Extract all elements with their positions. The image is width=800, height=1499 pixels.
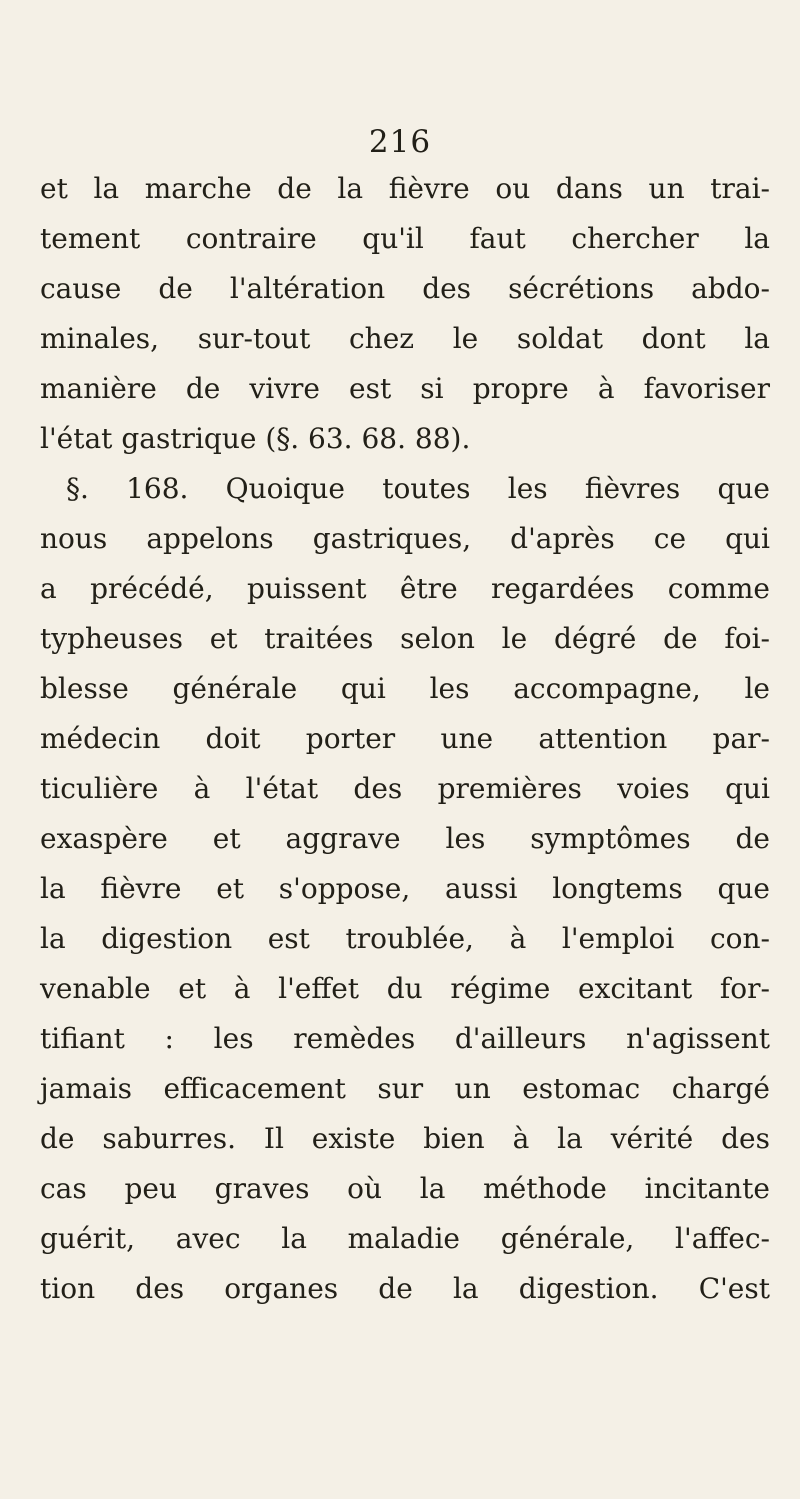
paragraph-start-line: §. 168. Quoique toutes les fièvres que (66, 472, 770, 505)
text-line: venable et à l'effet du régime excitant for- (40, 972, 770, 1005)
text-line: cause de l'altération des sécrétions abdo- (40, 272, 770, 305)
body-text (40, 164, 770, 1314)
text-line: la digestion est troublée, à l'emploi con- (40, 922, 770, 955)
text-line: médecin doit porter une attention par- (40, 722, 770, 755)
text-line: a précédé, puissent être regardées comme (40, 572, 770, 605)
text-line: et la marche de la fièvre ou dans un trai- (40, 172, 770, 205)
text-line: manière de vivre est si propre à favoriser (40, 372, 770, 405)
text-line: ticulière à l'état des premières voies qui (40, 772, 770, 805)
text-line: tifiant : les remèdes d'ailleurs n'agissent (40, 1022, 770, 1055)
text-line: jamais efficacement sur un estomac chargé (40, 1072, 770, 1105)
text-line: typheuses et traitées selon le dégré de foi- (40, 622, 770, 655)
text-line: tement contraire qu'il faut chercher la (40, 222, 770, 255)
text-line: l'état gastrique (§. 63. 68. 88). (40, 422, 471, 455)
text-line: nous appelons gastriques, d'après ce qui (40, 522, 770, 555)
page-number: 216 (368, 124, 432, 160)
text-line: minales, sur-tout chez le soldat dont la (40, 322, 770, 355)
text-line: guérit, avec la maladie générale, l'affec- (40, 1222, 770, 1255)
text-line: de saburres. Il existe bien à la vérité des (40, 1122, 770, 1155)
text-line: exaspère et aggrave les symptômes de (40, 822, 770, 855)
text-line: cas peu graves où la méthode incitante (40, 1172, 770, 1205)
text-line: la fièvre et s'oppose, aussi longtems que (40, 872, 770, 905)
text-line: blesse générale qui les accompagne, le (40, 672, 770, 705)
text-line: tion des organes de la digestion. C'est (40, 1272, 770, 1305)
